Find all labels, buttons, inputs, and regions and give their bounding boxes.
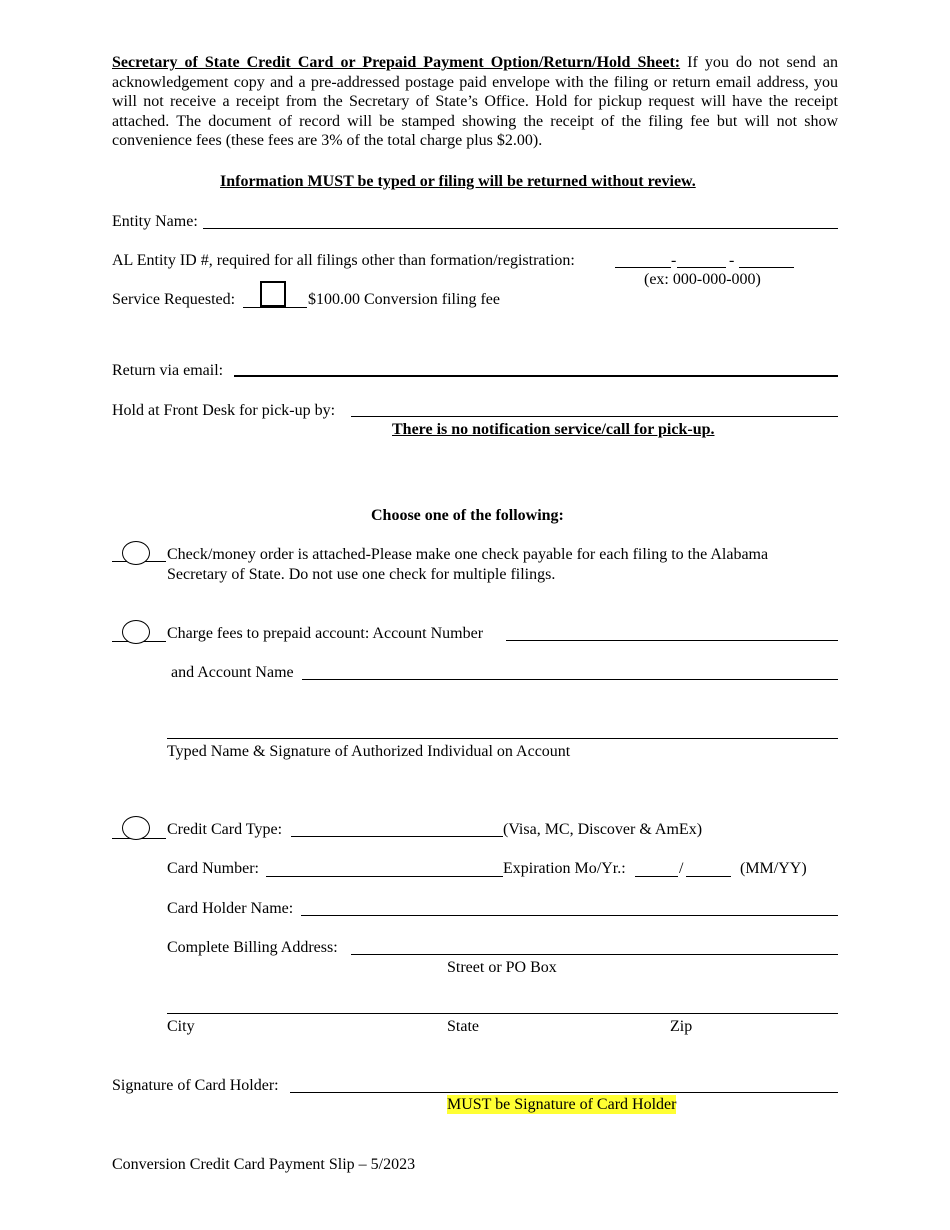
entity-id-example: (ex: 000-000-000) xyxy=(644,271,761,288)
account-number-line xyxy=(506,640,838,641)
card-holder-name-label: Card Holder Name: xyxy=(167,900,294,917)
card-number-line xyxy=(266,876,503,877)
expiration-label: Expiration Mo/Yr.: xyxy=(503,860,626,877)
no-notification-note: There is no notification service/call for pick-up. xyxy=(392,421,715,438)
expiration-format: (MM/YY) xyxy=(740,860,807,877)
account-number-label: Charge fees to prepaid account: Account Number xyxy=(167,625,484,642)
entity-id-line-2 xyxy=(677,267,726,268)
entity-id-dash-2: - xyxy=(729,252,735,269)
check-option-radio[interactable] xyxy=(122,541,150,565)
entity-id-part-3-field[interactable] xyxy=(741,249,792,267)
state-caption: State xyxy=(447,1018,479,1035)
expiration-year-field[interactable] xyxy=(688,857,730,875)
signature-required-note: MUST be Signature of Card Holder xyxy=(447,1096,677,1113)
return-email-line xyxy=(234,375,838,377)
card-type-line xyxy=(291,836,503,837)
billing-street-line xyxy=(351,954,838,955)
intro-text: If you do not send an acknowledgement copy and a pre-addressed postage paid envelope with the filing or return email address, you will not receive a receipt from the Secretary of State’s Office. Hold for pickup request will have the receipt attached. The document of record will be stamped showing the receipt of the filing fee but will not show convenience fees (these fees are 3% of the total charge plus $2.00). xyxy=(112,54,838,150)
footer-form-id: Conversion Credit Card Payment Slip – 5/2023 xyxy=(112,1156,416,1173)
card-type-label: Credit Card Type: xyxy=(167,821,283,838)
street-caption: Street or PO Box xyxy=(447,959,557,976)
entity-id-label: AL Entity ID #, required for all filings other than formation/registration: xyxy=(112,252,575,269)
entity-id-line-3 xyxy=(739,267,794,268)
return-email-field[interactable] xyxy=(238,357,836,375)
entity-id-dash-1: - xyxy=(671,252,677,269)
card-holder-signature-line xyxy=(290,1092,838,1093)
billing-zip-field[interactable] xyxy=(672,995,836,1013)
zip-caption: Zip xyxy=(670,1018,693,1035)
card-holder-signature-label: Signature of Card Holder: xyxy=(112,1077,279,1094)
check-option-text-2: Secretary of State. Do not use one check for multiple filings. xyxy=(167,566,556,583)
card-holder-name-field[interactable] xyxy=(304,897,836,915)
choose-heading: Choose one of the following: xyxy=(371,507,564,524)
conversion-fee-checkbox[interactable] xyxy=(260,281,286,307)
expiration-year-line xyxy=(686,876,731,877)
account-name-label: and Account Name xyxy=(171,664,294,681)
billing-address-label: Complete Billing Address: xyxy=(167,939,338,956)
hold-pickup-line xyxy=(351,416,838,417)
authorized-signature-caption: Typed Name & Signature of Authorized Individual on Account xyxy=(167,743,571,760)
card-number-label: Card Number: xyxy=(167,860,259,877)
card-type-field[interactable] xyxy=(294,818,501,836)
entity-name-line xyxy=(203,228,838,229)
account-number-field[interactable] xyxy=(509,622,836,640)
expiration-separator: / xyxy=(679,860,684,877)
authorized-signature-line xyxy=(167,738,838,739)
city-caption: City xyxy=(167,1018,195,1035)
check-option-text-1: Check/money order is attached-Please make one check payable for each filing to the Alabama xyxy=(167,546,769,563)
card-holder-name-line xyxy=(301,915,838,916)
entity-id-line-1 xyxy=(615,267,671,268)
expiration-month-field[interactable] xyxy=(637,857,677,875)
entity-id-part-1-field[interactable] xyxy=(617,249,669,267)
prepaid-option-radio[interactable] xyxy=(122,620,150,644)
billing-state-field[interactable] xyxy=(449,995,664,1013)
hold-pickup-label: Hold at Front Desk for pick-up by: xyxy=(112,402,336,419)
service-line xyxy=(243,307,307,308)
city-state-zip-line xyxy=(167,1013,838,1014)
expiration-month-line xyxy=(635,876,678,877)
hold-pickup-field[interactable] xyxy=(354,398,836,416)
entity-name-label: Entity Name: xyxy=(112,213,198,230)
card-holder-signature-field[interactable] xyxy=(293,1074,836,1092)
account-name-field[interactable] xyxy=(305,661,836,679)
entity-id-part-2-field[interactable] xyxy=(679,249,724,267)
account-name-line xyxy=(302,679,838,680)
billing-street-field[interactable] xyxy=(354,936,836,954)
service-requested-label: Service Requested: xyxy=(112,291,236,308)
return-email-label: Return via email: xyxy=(112,362,224,379)
card-number-field[interactable] xyxy=(269,857,501,875)
card-option-radio[interactable] xyxy=(122,816,150,840)
intro-paragraph xyxy=(112,53,838,151)
typed-notice: Information MUST be typed or filing will be returned without review. xyxy=(220,173,696,190)
conversion-fee-label: $100.00 Conversion filing fee xyxy=(308,291,500,308)
billing-city-field[interactable] xyxy=(170,995,440,1013)
authorized-signature-field[interactable] xyxy=(170,720,836,738)
entity-name-field[interactable] xyxy=(206,210,836,228)
card-type-hint: (Visa, MC, Discover & AmEx) xyxy=(503,821,703,838)
sheet-title: Secretary of State Credit Card or Prepaid Payment Option/Return/Hold Sheet: xyxy=(112,54,681,71)
